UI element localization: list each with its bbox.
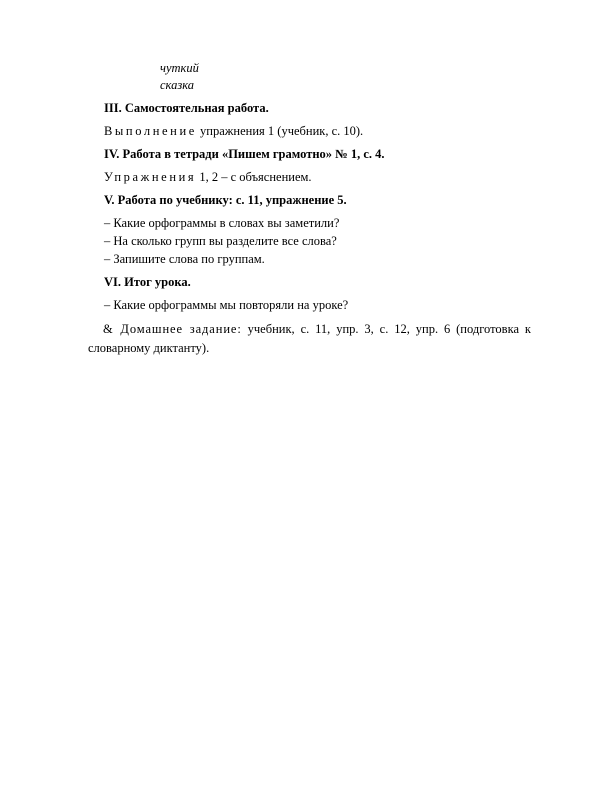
section-5-question-1: – Какие орфограммы в словах вы заметили?	[104, 216, 340, 230]
section-4-task-text: 1, 2 – с объяснением.	[196, 170, 312, 184]
section-3-task	[104, 123, 363, 139]
homework-text: учебник, с. 11, упр. 3, с. 12, упр. 6 (подготовка к словарному диктанту).	[88, 322, 531, 355]
word-item-1: чуткий	[160, 61, 199, 75]
section-4-spaced-word: Упражнения	[104, 170, 197, 184]
section-3-spaced-word: Выполнение	[104, 124, 197, 138]
section-6-question: – Какие орфограммы мы повторяли на уроке?	[104, 298, 349, 312]
section-5-heading: V. Работа по учебнику: с. 11, упражнение 5.	[104, 193, 347, 207]
section-3-task-text: упражнения 1 (учебник, с. 10).	[196, 124, 364, 138]
section-4-heading: IV. Работа в тетради «Пишем грамотно» № 1, с. 4.	[104, 147, 385, 161]
homework-label: & Домашнее задание:	[103, 322, 242, 336]
section-3-heading: III. Самостоятельная работа.	[104, 101, 269, 115]
section-5-question-2: – На сколько групп вы разделите все слова?	[104, 234, 337, 248]
section-4-task	[104, 169, 312, 185]
section-5-question-3: – Запишите слова по группам.	[104, 252, 265, 266]
section-6-heading: VI. Итог урока.	[104, 275, 191, 289]
word-item-2: сказка	[160, 78, 194, 92]
homework-paragraph	[88, 320, 531, 358]
